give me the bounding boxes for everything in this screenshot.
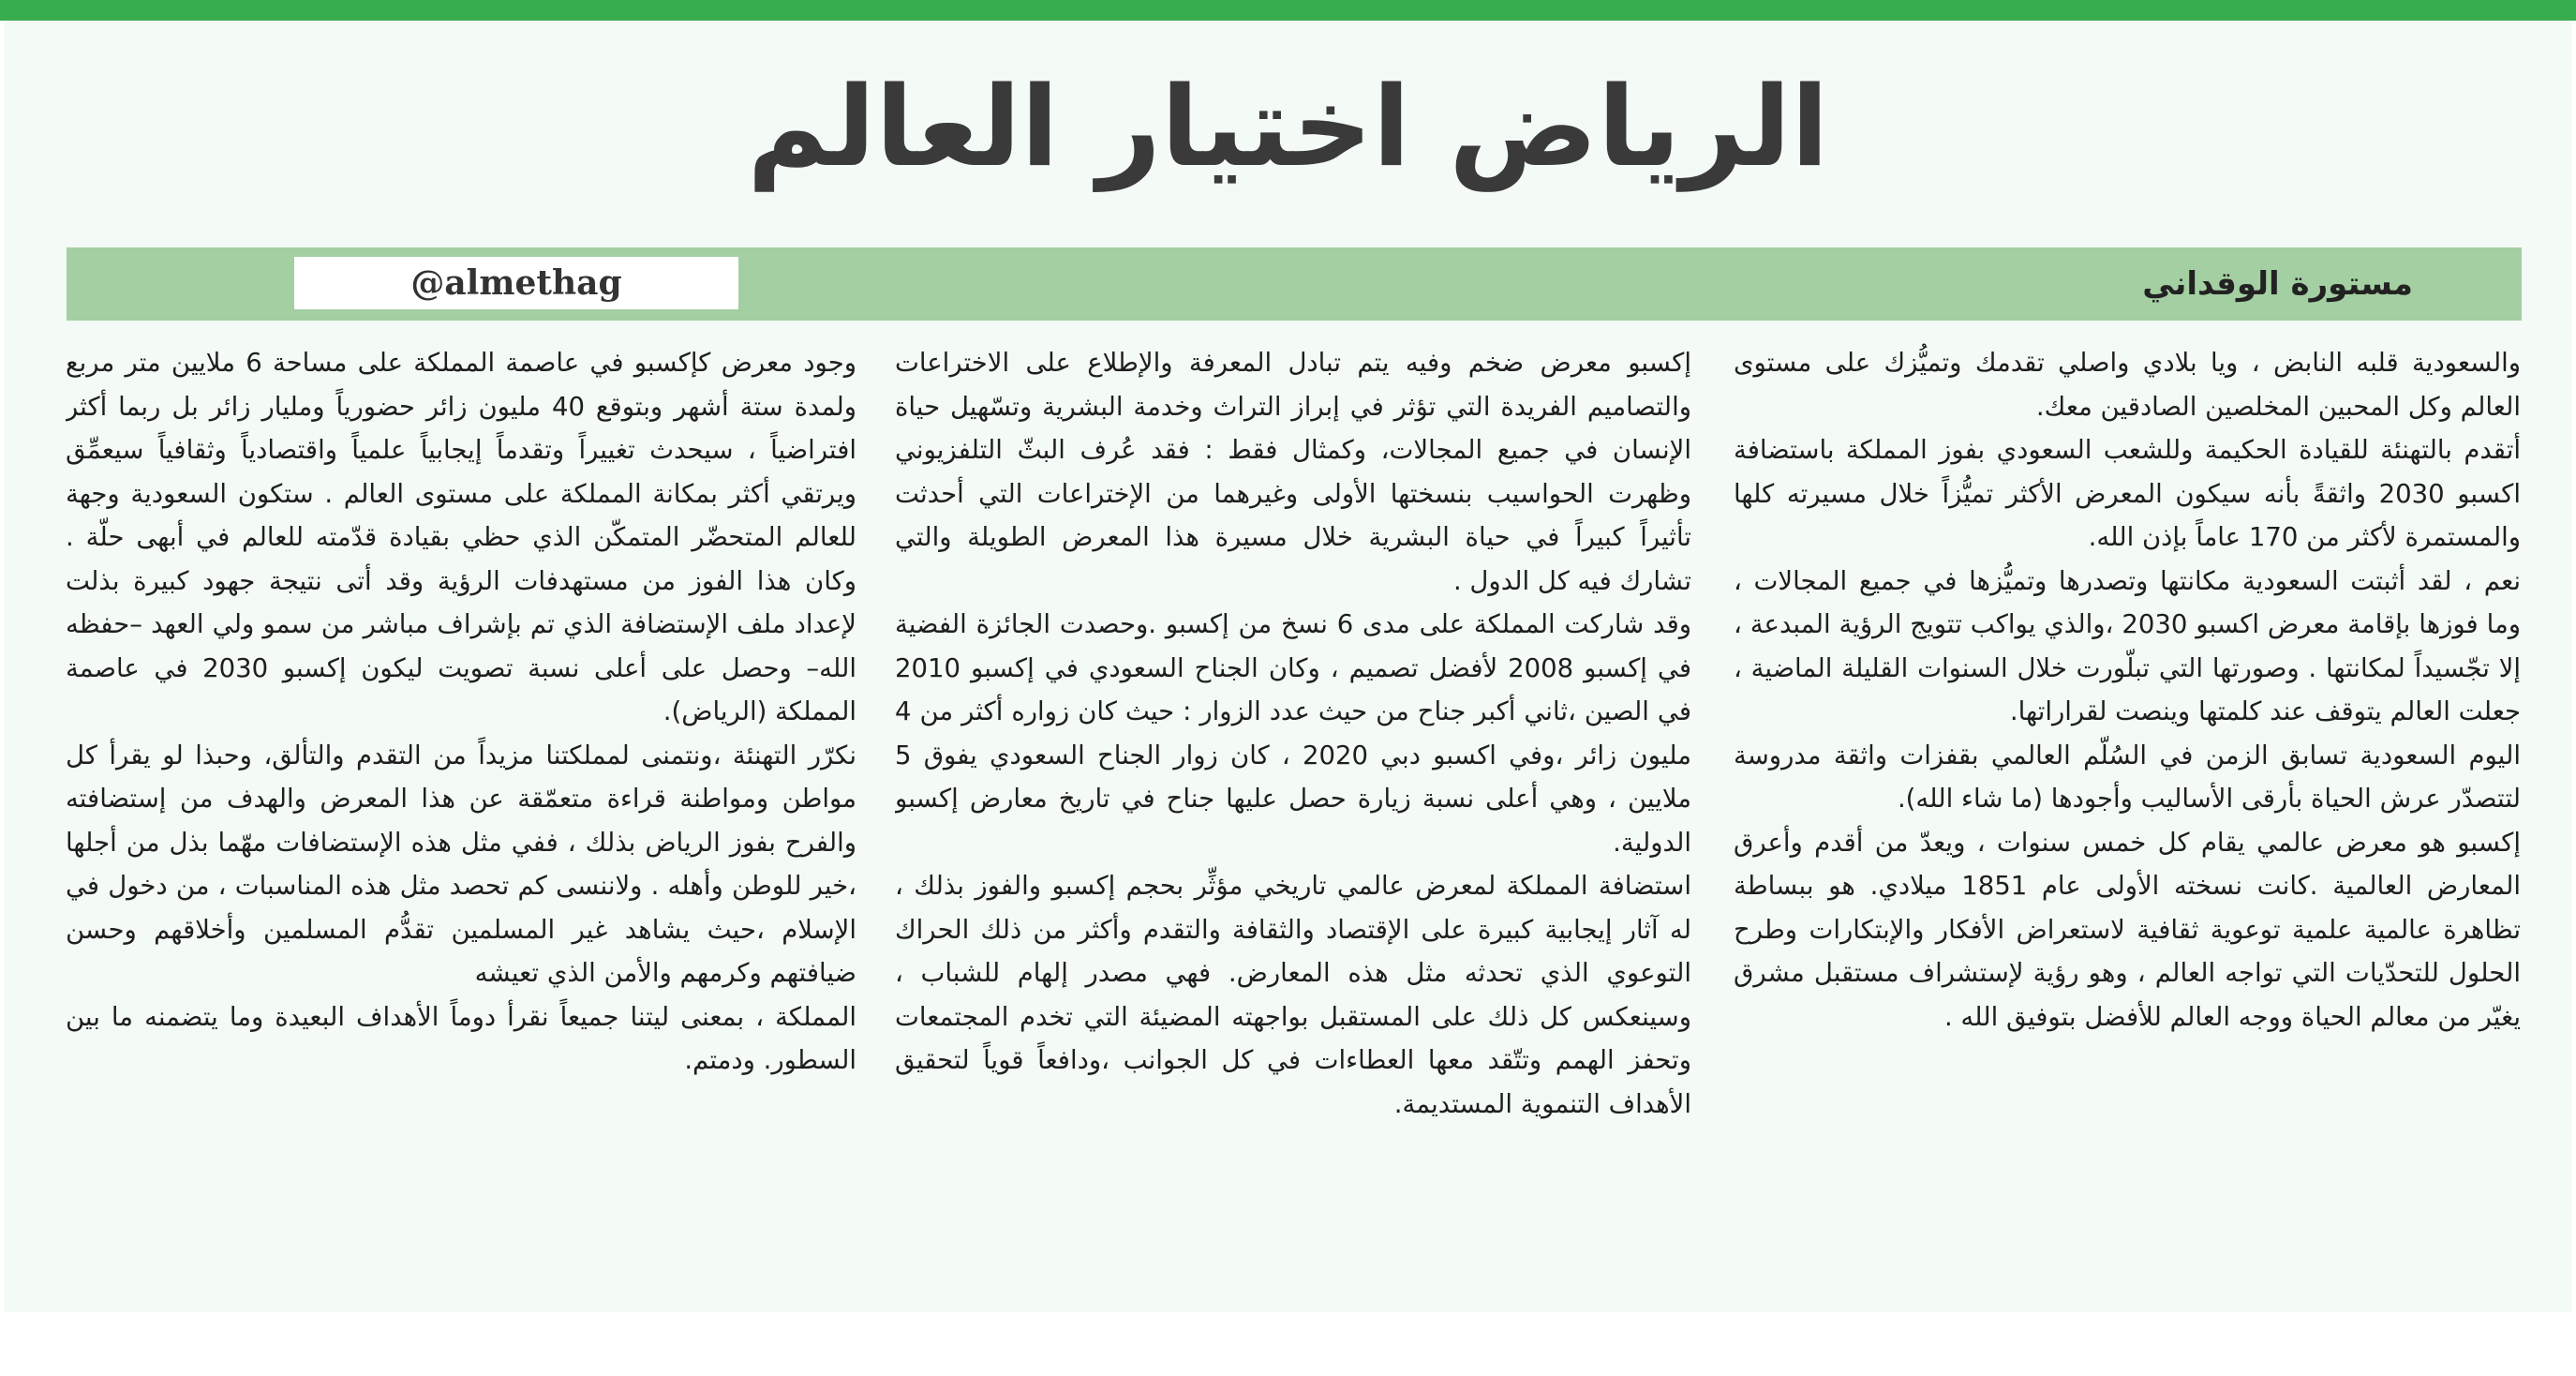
article-column-right [1734,341,2521,1288]
author-name: مستورة الوقداني [2142,265,2413,303]
page-bottom-margin [0,1312,2576,1376]
paragraph: والسعودية قلبه النابض ، ويا بلادي واصلي تقدمك وتميُّزك على مستوى العالم وكل المحبين المخلصين الصادقين معك. [1734,348,2521,422]
article-title: الرياض اختيار العالم [747,62,1829,191]
article-column-left [66,341,856,1288]
top-accent-bar [0,0,2576,21]
paragraph: أتقدم بالتهنئة للقيادة الحكيمة وللشعب السعودي بفوز المملكة باستضافة اكسبو 2030 واثقةً بأنه سيكون المعرض الأكثر تميُّزاً خلال مسيرته كلها والمستمرة لأكثر من 170 عاماً بإذن الله. [1734,435,2521,552]
paragraph: إكسبو هو معرض عالمي يقام كل خمس سنوات ، ويعدّ من أقدم وأعرق المعارض العالمية .كانت نسخته الأولى عام 1851 ميلادي. هو ببساطة تظاهرة عالمية علمية توعوية ثقافية لاستعراض الأفكار والإبتكارات وطرح الحلول للتحدّيات التي تواجه العالم ، وهو رؤية لإستشراف مستقبل مشرق يغيّر من معالم الحياة ووجه العالم للأفضل بتوفيق الله . [1734,827,2521,1032]
paragraph: نكرّر التهنئة ،ونتمنى لمملكتنا مزيداً من التقدم والتألق، وحبذا لو يقرأ كل مواطن ومواطنة قراءة متعمّقة عن هذا المعرض والهدف من إستضافته والفرح بفوز الرياض بذلك ، ففي مثل هذه الإستضافات مهّما بذل من أجلها ،خير للوطن وأهله . ولاننسى كم تحصد مثل هذه المناسبات ، من دخول في الإسلام ،حيث يشاهد غير المسلمين تقدُّم المسلمين وأخلاقهم وحسن ضيافتهم وكرمهم والأمن الذي تعيشه [66,740,856,988]
paragraph: إكسبو معرض ضخم وفيه يتم تبادل المعرفة والإطلاع على الاختراعات والتصاميم الفريدة التي تؤثر في إبراز التراث وخدمة البشرية وتسّهيل حياة الإنسان في جميع المجالات، وكمثال فقط : فقد عُرف البثّ التلفزيوني وظهرت الحواسيب بنسختها الأولى وغيرهما من الإختراعات التي أحدثت تأثيراً كبيراً في حياة البشرية خلال مسيرة هذا المعرض الطويلة والتي تشارك فيه كل الدول . [895,348,1691,596]
paragraph: وجود معرض كإكسبو في عاصمة المملكة على مساحة 6 ملايين متر مربع ولمدة ستة أشهر وبتوقع 40 مليون زائر حضورياً ومليار زائر بل ربما أكثر افتراضياً ، سيحدث تغييراً وتقدماً إيجابياً علمياً واقتصادياً وثقافياً سيعمِّق ويرتقي أكثر بمكانة المملكة على مستوى العالم . ستكون السعودية وجهة للعالم المتحضّر المتمكّن الذي حظي بقيادة قدّمته للعالم في أبهى حلّة . وكان هذا الفوز من مستهدفات الرؤية وقد أتى نتيجة جهود كبيرة بذلت لإعداد ملف الإستضافة الذي تم بإشراف مباشر من سمو ولي العهد –حفظه الله– وحصل على أعلى نسبة تصويت ليكون إكسبو 2030 في عاصمة المملكة (الرياض). [66,348,856,726]
paragraph: اليوم السعودية تسابق الزمن في السُلّم العالمي بقفزات واثقة مدروسة لتتصدّر عرش الحياة بأرقى الأساليب وأجودها (ما شاء الله). [1734,740,2521,814]
paragraph: وقد شاركت المملكة على مدى 6 نسخ من إكسبو .وحصدت الجائزة الفضية في إكسبو 2008 لأفضل تصميم ، وكان الجناح السعودي في إكسبو 2010 في الصين ،ثاني أكبر جناح من حيث عدد الزوار : حيث كان زواره أكثر من 4 مليون زائر ،وفي اكسبو دبي 2020 ، كان زوار الجناح السعودي يفوق 5 ملايين ، وهي أعلى نسبة زيارة حصل عليها جناح في تاريخ معارض إكسبو الدولية. [895,609,1691,858]
paragraph: استضافة المملكة لمعرض عالمي تاريخي مؤثِّر بحجم إكسبو والفوز بذلك ، له آثار إيجابية كبيرة على الإقتصاد والثقافة والتقدم وأكثر من ذلك الحراك التوعوي الذي تحدثه مثل هذه المعارض. فهي مصدر إلهام للشباب ، وسينعكس كل ذلك على المستقبل بواجهته المضيئة التي تخدم المجتمعات وتحفز الهمم وتتّقد معها العطاءات في كل الجوانب ،ودافعاً قوياً لتحقيق الأهداف التنموية المستديمة. [895,871,1691,1119]
social-handle: @almethag [294,257,738,309]
paragraph: نعم ، لقد أثبتت السعودية مكانتها وتصدرها وتميُّزها في جميع المجالات ، وما فوزها بإقامة معرض اكسبو 2030 ،والذي يواكب تتويج الرؤية المبدعة ، إلا تجّسيداً لمكانتها . وصورتها التي تبلّورت خلال السنوات القليلة الماضية ، جعلت العالم يتوقف عند كلمتها وينصت لقراراتها. [1734,565,2521,726]
paragraph: المملكة ، بمعنى ليتنا جميعاً نقرأ دوماً الأهداف البعيدة وما يتضمنه ما بين السطور. ودمتم. [66,1001,856,1075]
article-column-middle [895,341,1691,1288]
